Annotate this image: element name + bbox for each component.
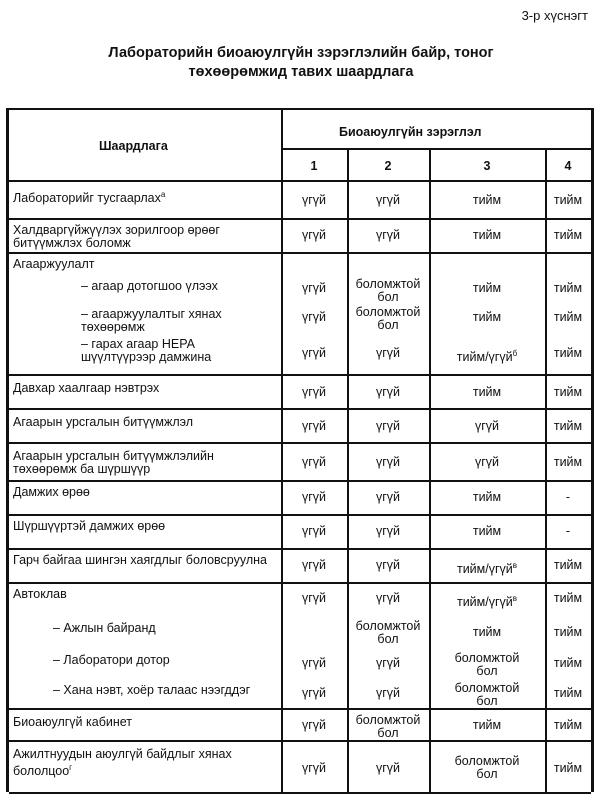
value-text: үгүй bbox=[301, 384, 327, 399]
table-row-label bbox=[13, 450, 269, 476]
value-text: үгүй bbox=[301, 192, 327, 207]
level-2-value bbox=[345, 657, 431, 670]
value-text: боломжтой бол bbox=[355, 305, 421, 332]
value-text: тийм bbox=[553, 685, 583, 700]
value-text: үгүй bbox=[301, 717, 327, 732]
value-text: үгүй bbox=[301, 280, 327, 295]
value-text: үгүй bbox=[375, 227, 401, 242]
level-4-value bbox=[525, 491, 602, 504]
level-4-value bbox=[525, 386, 602, 399]
header-level-2: 2 bbox=[384, 159, 392, 173]
value-text: үгүй bbox=[301, 760, 327, 775]
row-label-text: Ажилтнуудын аюулгүй байдлыг хянах бололцоо bbox=[13, 747, 232, 779]
table-row-label bbox=[13, 224, 269, 250]
header-level-group: Биоаюулгүйн зэрэглэл bbox=[339, 125, 482, 139]
level-2-value bbox=[345, 278, 431, 304]
value-text: - bbox=[565, 489, 571, 504]
row-divider bbox=[9, 408, 591, 410]
value-text: - bbox=[565, 523, 571, 538]
level-3-value bbox=[444, 755, 530, 781]
level-4-value bbox=[525, 657, 602, 670]
value-text: тийм/үгүй bbox=[456, 561, 513, 576]
value-text: үгүй bbox=[301, 309, 327, 324]
value-text: үгүй bbox=[375, 760, 401, 775]
level-3-value bbox=[444, 719, 530, 732]
level-3-value bbox=[444, 456, 530, 469]
value-text: үгүй bbox=[301, 685, 327, 700]
value-text: үгүй bbox=[301, 523, 327, 538]
row-label-text: Давхар хаалгаар нэвтрэх bbox=[13, 381, 160, 395]
table-row-label bbox=[13, 588, 269, 601]
level-2-value bbox=[345, 620, 431, 646]
row-label-text: Шүршүүртэй дамжих өрөө bbox=[13, 519, 166, 533]
value-text: боломжтой бол bbox=[355, 619, 421, 646]
value-text: тийм bbox=[472, 489, 502, 504]
value-text: боломжтой бол bbox=[454, 651, 520, 678]
footnote-marker: в bbox=[512, 560, 518, 570]
level-4-value bbox=[525, 525, 602, 538]
table-row-label bbox=[53, 684, 269, 697]
level-2-value bbox=[345, 347, 431, 360]
level-4-value bbox=[525, 420, 602, 433]
level-3-value bbox=[444, 386, 530, 399]
level-3-value bbox=[444, 559, 530, 576]
level-2-value bbox=[345, 762, 431, 775]
value-text: тийм bbox=[553, 418, 583, 433]
level-3-value bbox=[444, 626, 530, 639]
value-text: үгүй bbox=[375, 454, 401, 469]
row-label-text: – гарах агаар HEPA шүүлтүүрээр дамжина bbox=[81, 337, 212, 364]
row-divider bbox=[9, 252, 591, 254]
value-text: тийм bbox=[472, 717, 502, 732]
value-text: тийм bbox=[553, 345, 583, 360]
value-text: тийм bbox=[553, 192, 583, 207]
level-2-value bbox=[345, 525, 431, 538]
value-text: тийм bbox=[553, 280, 583, 295]
value-text: тийм bbox=[553, 590, 583, 605]
value-text: үгүй bbox=[375, 590, 401, 605]
row-divider bbox=[9, 740, 591, 742]
value-text: тийм bbox=[472, 227, 502, 242]
level-4-value bbox=[525, 762, 602, 775]
value-text: тийм bbox=[472, 523, 502, 538]
footnote-marker: в bbox=[512, 593, 518, 603]
table-row-label bbox=[81, 308, 269, 334]
value-text: тийм bbox=[553, 760, 583, 775]
level-4-value bbox=[525, 456, 602, 469]
row-label-text: Агааржуулалт bbox=[13, 257, 95, 271]
value-text: үгүй bbox=[301, 489, 327, 504]
row-divider bbox=[9, 180, 591, 182]
value-text: тийм bbox=[472, 192, 502, 207]
value-text: боломжтой бол bbox=[454, 681, 520, 708]
table-row-label bbox=[13, 258, 269, 271]
column-divider bbox=[429, 148, 431, 794]
table-caption: 3-р хүснэгт bbox=[521, 8, 588, 23]
row-divider bbox=[9, 374, 591, 376]
level-4-value bbox=[525, 229, 602, 242]
level-3-value bbox=[444, 311, 530, 324]
value-text: үгүй bbox=[375, 345, 401, 360]
level-4-value bbox=[525, 282, 602, 295]
row-divider bbox=[9, 792, 591, 794]
value-text: тийм bbox=[553, 384, 583, 399]
level-4-value bbox=[525, 626, 602, 639]
row-label-text: – Лаборатори дотор bbox=[53, 653, 170, 667]
row-label-text: – агааржуулалтыг хянах төхөөрөмж bbox=[81, 307, 222, 334]
row-label-text: Лабораторийг тусгаарлах bbox=[13, 191, 161, 206]
row-label-text: – Ажлын байранд bbox=[53, 621, 156, 635]
value-text: тийм/үгүй bbox=[456, 349, 513, 364]
level-2-value bbox=[345, 420, 431, 433]
level-4-value bbox=[525, 592, 602, 605]
row-label-text: Гарч байгаа шингэн хаягдлыг боловсруулна bbox=[13, 553, 267, 567]
value-text: үгүй bbox=[474, 418, 500, 433]
table-row-label bbox=[13, 382, 269, 395]
row-divider bbox=[9, 442, 591, 444]
value-text: үгүй bbox=[301, 655, 327, 670]
value-text: тийм bbox=[472, 280, 502, 295]
row-label-text: Автоклав bbox=[13, 587, 67, 601]
level-3-value bbox=[444, 491, 530, 504]
level-2-value bbox=[345, 714, 431, 740]
level-3-value bbox=[444, 347, 530, 364]
value-text: тийм bbox=[553, 717, 583, 732]
value-text: тийм bbox=[553, 309, 583, 324]
header-requirement: Шаардлага bbox=[99, 139, 168, 153]
level-4-value bbox=[525, 311, 602, 324]
level-2-value bbox=[345, 386, 431, 399]
row-label-text: Биоаюулгүй кабинет bbox=[13, 715, 133, 729]
level-3-value bbox=[444, 194, 530, 207]
value-text: боломжтой бол bbox=[355, 713, 421, 740]
level-3-value bbox=[444, 682, 530, 708]
row-divider bbox=[9, 480, 591, 482]
header-level-3: 3 bbox=[483, 159, 491, 173]
value-text: үгүй bbox=[301, 418, 327, 433]
table-row-label bbox=[13, 486, 269, 499]
value-text: үгүй bbox=[474, 454, 500, 469]
value-text: үгүй bbox=[375, 489, 401, 504]
table-row-label bbox=[13, 188, 269, 205]
header-level-4: 4 bbox=[564, 159, 572, 173]
footnote-marker: г bbox=[69, 763, 73, 772]
value-text: үгүй bbox=[375, 523, 401, 538]
value-text: тийм bbox=[472, 309, 502, 324]
header-level-1: 1 bbox=[310, 159, 318, 173]
row-label-text: Дамжих өрөө bbox=[13, 485, 90, 499]
level-2-value bbox=[345, 306, 431, 332]
value-text: үгүй bbox=[301, 557, 327, 572]
row-divider bbox=[9, 514, 591, 516]
level-4-value bbox=[525, 687, 602, 700]
table-row-label bbox=[13, 416, 269, 429]
row-label-text: – Хана нэвт, хоёр талаас нээгддэг bbox=[53, 683, 251, 697]
level-4-value bbox=[525, 347, 602, 360]
value-text: боломжтой бол bbox=[454, 754, 520, 781]
level-2-value bbox=[345, 491, 431, 504]
table-title bbox=[8, 44, 594, 82]
value-text: үгүй bbox=[301, 590, 327, 605]
value-text: үгүй bbox=[375, 557, 401, 572]
value-text: үгүй bbox=[375, 655, 401, 670]
column-divider bbox=[281, 110, 283, 794]
row-divider bbox=[9, 582, 591, 584]
value-text: үгүй bbox=[301, 345, 327, 360]
row-divider bbox=[9, 548, 591, 550]
row-label-text: Агаарын урсгалын битүүмжлэл bbox=[13, 415, 194, 429]
footnote-marker: а bbox=[160, 190, 166, 199]
value-text: тийм bbox=[472, 384, 502, 399]
table-row-label bbox=[53, 622, 269, 635]
row-divider bbox=[9, 708, 591, 710]
row-label-text: – агаар дотогшоо үлээх bbox=[81, 279, 218, 293]
value-text: боломжтой бол bbox=[355, 277, 421, 304]
value-text: үгүй bbox=[301, 454, 327, 469]
table-title-text: Лабораторийн биоаюулгүйн зэрэглэлийн байр, тоног төхөөрөмжид тавих шаардлага bbox=[108, 45, 494, 80]
value-text: тийм bbox=[472, 624, 502, 639]
value-text: тийм bbox=[553, 454, 583, 469]
level-3-value bbox=[444, 525, 530, 538]
level-3-value bbox=[444, 229, 530, 242]
column-divider bbox=[545, 148, 547, 794]
level-3-value bbox=[444, 652, 530, 678]
level-4-value bbox=[525, 559, 602, 572]
table-row-label bbox=[53, 654, 269, 667]
level-3-value bbox=[444, 420, 530, 433]
value-text: тийм/үгүй bbox=[456, 594, 513, 609]
value-text: үгүй bbox=[375, 418, 401, 433]
level-4-value bbox=[525, 194, 602, 207]
table-row-label bbox=[13, 520, 269, 533]
table-row-label bbox=[13, 554, 269, 567]
level-2-value bbox=[345, 456, 431, 469]
level-2-value bbox=[345, 229, 431, 242]
level-2-value bbox=[345, 194, 431, 207]
value-text: тийм bbox=[553, 655, 583, 670]
column-divider bbox=[347, 148, 349, 794]
level-3-value bbox=[444, 592, 530, 609]
level-2-value bbox=[345, 687, 431, 700]
value-text: тийм bbox=[553, 227, 583, 242]
value-text: тийм bbox=[553, 557, 583, 572]
table-row-label bbox=[13, 748, 269, 778]
value-text: тийм bbox=[553, 624, 583, 639]
level-3-value bbox=[444, 282, 530, 295]
row-label-text: Агаарын урсгалын битүүмжлэлийн төхөөрөмж ба шүршүүр bbox=[13, 449, 214, 476]
row-divider bbox=[9, 218, 591, 220]
value-text: үгүй bbox=[375, 685, 401, 700]
value-text: үгүй bbox=[375, 192, 401, 207]
table-row-label bbox=[81, 338, 269, 364]
requirements-table bbox=[6, 108, 594, 792]
level-4-value bbox=[525, 719, 602, 732]
table-row-label bbox=[81, 280, 269, 293]
row-label-text: Халдваргүйжүүлэх зорилгоор өрөөг битүүмжлэх боломж bbox=[13, 223, 220, 250]
level-2-value bbox=[345, 592, 431, 605]
value-text: үгүй bbox=[301, 227, 327, 242]
table-row-label bbox=[13, 716, 269, 729]
level-2-value bbox=[345, 559, 431, 572]
footnote-marker: б bbox=[512, 348, 518, 358]
value-text: үгүй bbox=[375, 384, 401, 399]
